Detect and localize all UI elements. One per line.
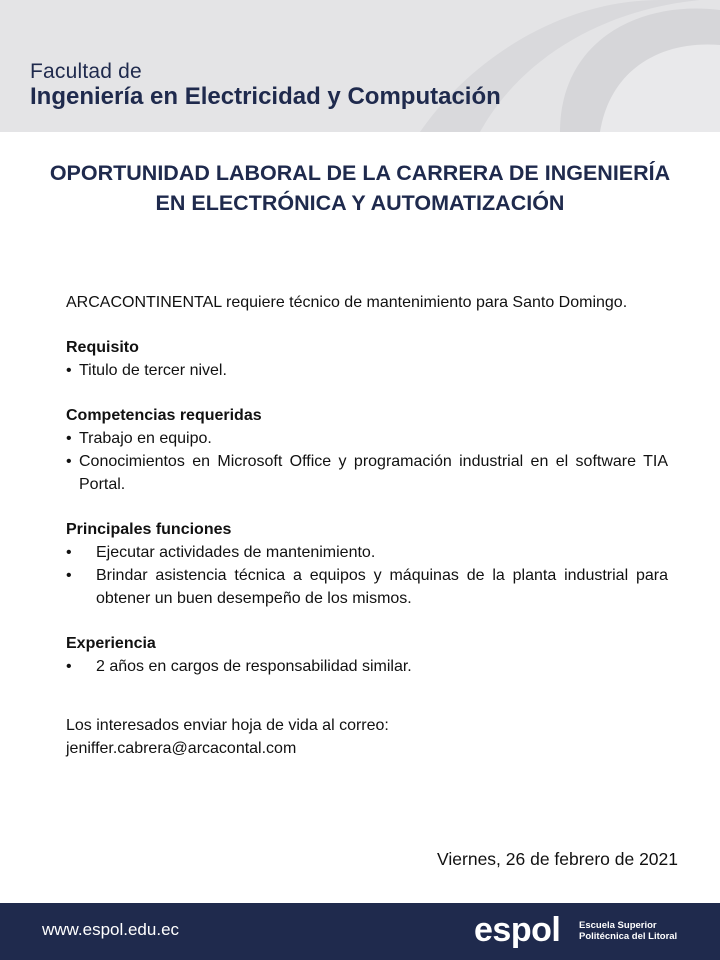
job-description [66,291,668,760]
list-item: • Ejecutar actividades de mantenimiento. [66,541,668,564]
list-item: • Conocimientos en Microsoft Office y programación industrial en el software TIA Portal. [66,450,668,496]
section-heading-competencias: Competencias requeridas [66,407,262,424]
contact-line: Los interesados enviar hoja de vida al correo: [66,717,389,734]
list-item: • Titulo de tercer nivel. [66,359,668,382]
bullet-icon: • [66,567,72,584]
contact-info [66,714,668,760]
intro-text: ARCACONTINENTAL requiere técnico de mantenimiento para Santo Domingo. [66,294,628,311]
list-experiencia [66,655,668,678]
bullet-icon: • [66,453,72,470]
faculty-name-line2: Ingeniería en Electricidad y Computación [30,83,501,110]
section-heading-requisito: Requisito [66,339,139,356]
list-item: • Brindar asistencia técnica a equipos y máquinas de la planta industrial para obtener un buen desempeño de los mismos. [66,564,668,610]
footer-bar [0,903,720,960]
publication-date: Viernes, 26 de febrero de 2021 [437,849,678,869]
bullet-icon: • [66,430,72,447]
list-competencias [66,427,668,496]
bullet-icon: • [66,658,72,675]
header-banner [0,0,720,132]
bullet-icon: • [66,544,72,561]
section-heading-experiencia: Experiencia [66,635,156,652]
list-funciones [66,541,668,610]
list-item: • 2 años en cargos de responsabilidad similar. [66,655,668,678]
list-requisito [66,359,668,382]
bullet-icon: • [66,362,72,379]
page-title: OPORTUNIDAD LABORAL DE LA CARRERA DE INGENIERÍA EN ELECTRÓNICA Y AUTOMATIZACIÓN [49,161,671,215]
espol-logo-subtitle: Escuela Superior Politécnica del Litoral [579,920,678,942]
faculty-name-line1: Facultad de [30,60,142,83]
section-heading-funciones: Principales funciones [66,521,232,538]
espol-logo: espol [474,911,561,949]
contact-email: jeniffer.cabrera@arcacontal.com [66,740,297,757]
website-url: www.espol.edu.ec [42,920,180,939]
list-item: • Trabajo en equipo. [66,427,668,450]
